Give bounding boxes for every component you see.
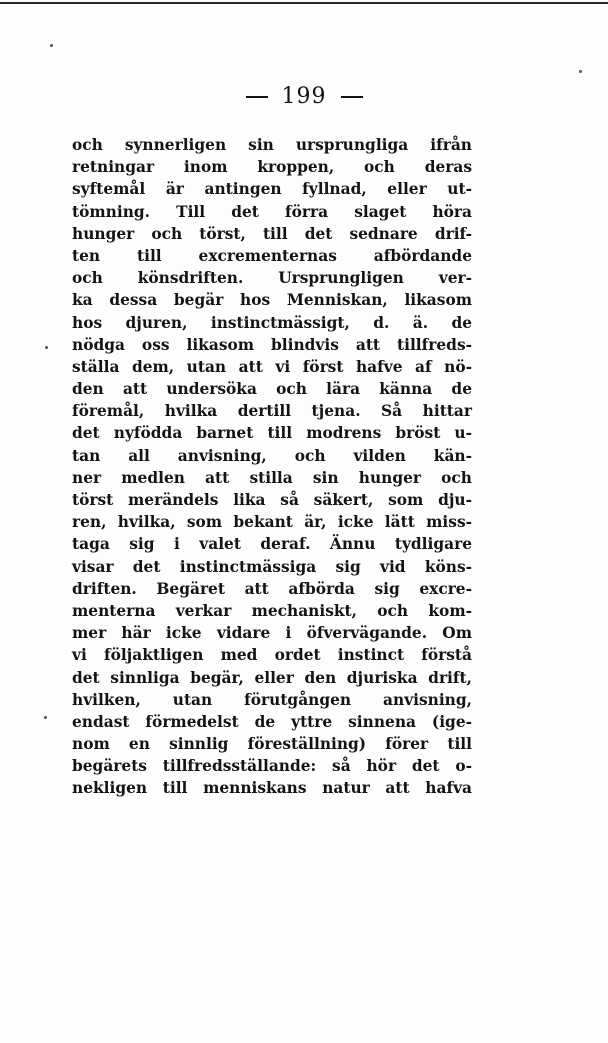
text-line: ner medlen att stilla sin hunger och xyxy=(72,468,472,487)
text-line: och synnerligen sin ursprungliga ifrån xyxy=(72,136,472,154)
page-header xyxy=(0,84,608,109)
text-line: det nyfödda barnet till modrens bröst u- xyxy=(72,424,472,443)
text-line: taga sig i valet deraf. Ännu tydligare xyxy=(72,535,472,554)
text-line: menterna verkar mechaniskt, och kom- xyxy=(72,601,472,620)
text-line: nekligen till menniskans natur att hafva xyxy=(72,779,472,798)
text-line: begärets tillfredsställande: så hör det o- xyxy=(72,757,472,776)
text-line: hunger och törst, till det sednare drif- xyxy=(72,224,472,243)
text-line: och könsdriften. Ursprungligen ver- xyxy=(72,269,472,288)
text-line: syftemål är antingen fyllnad, eller ut- xyxy=(72,180,472,199)
text-line: törst merändels lika så säkert, som dju- xyxy=(72,491,472,509)
text-line: nom en sinnlig föreställning) förer till xyxy=(72,735,472,754)
text-line: driften. Begäret att afbörda sig excre- xyxy=(72,579,472,598)
text-line: vi följaktligen med ordet instinct förstå xyxy=(72,646,472,665)
text-line: den att undersöka och lära känna de xyxy=(72,380,472,399)
header-dash-right xyxy=(341,96,363,98)
paper-speck xyxy=(579,70,582,73)
text-line: föremål, hvilka dertill tjena. Så hittar xyxy=(72,402,472,421)
paper-speck xyxy=(45,346,48,349)
text-line: ren, hvilka, som bekant är, icke lätt miss- xyxy=(72,513,472,532)
text-line: tan all anvisning, och vilden kän- xyxy=(72,446,472,465)
text-line: hos djuren, instinctmässigt, d. ä. de xyxy=(72,313,472,332)
header-dash-left xyxy=(246,96,268,98)
body-text xyxy=(72,134,472,800)
text-line: ten till excrementernas afbördande xyxy=(72,246,472,265)
text-line: tömning. Till det förra slaget höra xyxy=(72,202,472,221)
text-line: mer här icke vidare i öfvervägande. Om xyxy=(72,624,472,643)
top-border-line xyxy=(0,2,608,4)
text-line: nödga oss likasom blindvis att tillfreds- xyxy=(72,335,472,354)
text-line: hvilken, utan förutgången anvisning, xyxy=(72,690,472,709)
text-line: endast förmedelst de yttre sinnena (ige- xyxy=(72,712,472,731)
text-line: ställa dem, utan att vi först hafve af nö- xyxy=(72,357,472,376)
paper-speck xyxy=(44,716,47,719)
text-line: det sinnliga begär, eller den djuriska drift, xyxy=(72,668,472,687)
text-line: visar det instinctmässiga sig vid köns- xyxy=(72,557,472,576)
page-number: 199 xyxy=(281,84,327,109)
text-line: ka dessa begär hos Menniskan, likasom xyxy=(72,291,472,310)
text-line: retningar inom kroppen, och deras xyxy=(72,158,472,177)
paper-speck xyxy=(50,44,53,47)
